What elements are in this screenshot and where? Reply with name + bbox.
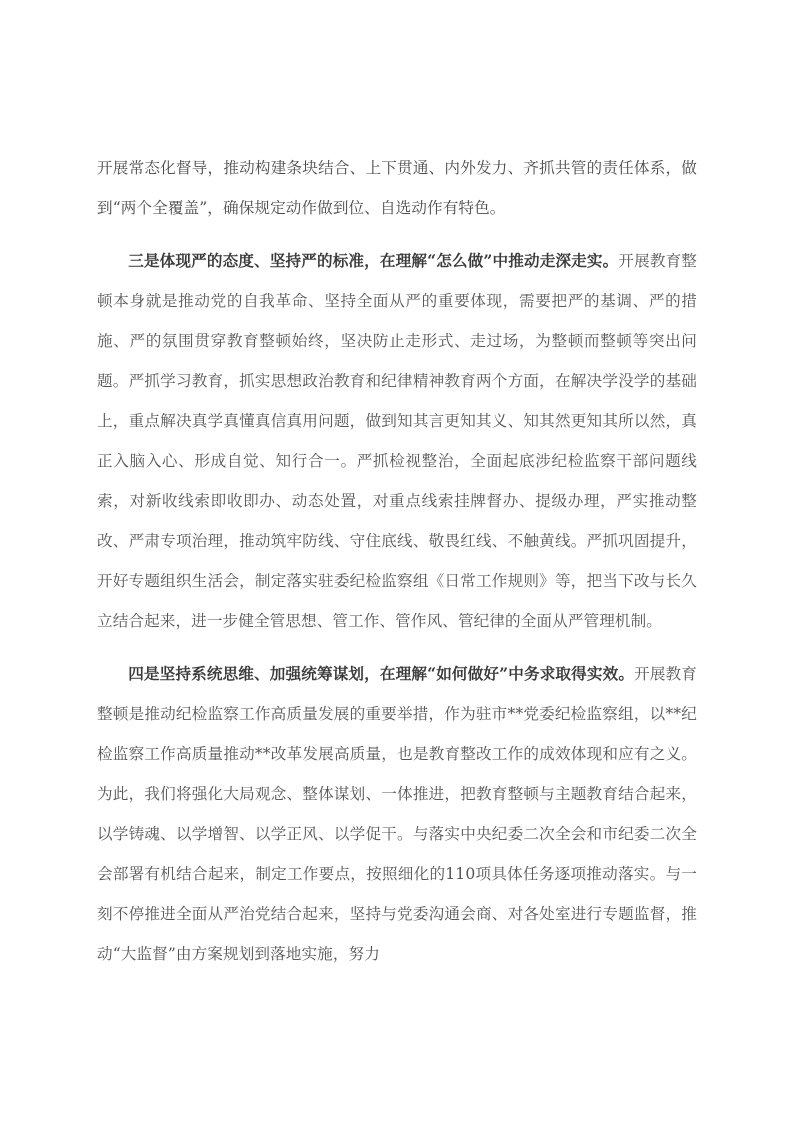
paragraph-text: 开展常态化督导，推动构建条块结合、上下贯通、内外发力、齐抓共管的责任体系，做到“两个全覆盖”，确保规定动作做到位、自选动作有特色。 [97,159,697,217]
paragraph-point-three [97,241,697,641]
paragraph-point-four [97,654,697,974]
document-text-body [97,148,697,974]
paragraph-continuation [97,148,697,228]
paragraph-lead-heading: 四是坚持系统思维、加强统筹谋划，在理解“如何做好”中务求取得实效。 [128,664,635,683]
paragraph-text: 开展教育整顿本身就是推动党的自我革命、坚持全面从严的重要体现，需要把严的基调、严的措施、严的氛围贯穿教育整顿始终，坚决防止走形式、走过场，为整顿而整顿等突出问题。严抓学习教育，抓实思想政治教育和纪律精神教育两个方面，在解决学没学的基础上，重点解决真学真懂真信真用问题，做到知其言更知其义、知其然更知其所以然，真正入脑入心、形成自觉、知行合一。严抓检视整治，全面起底涉纪检监察干部问题线索，对新收线索即收即办、动态处置，对重点线索挂牌督办、提级办理，严实推动整改、严肃专项治理，推动筑牢防线、守住底线、敬畏红线、不触黄线。严抓巩固提升，开好专题组织生活会，制定落实驻委纪检监察组《日常工作规则》等，把当下改与长久立结合起来，进一步健全管思想、管工作、管作风、管纪律的全面从严管理机制。 [97,252,697,630]
paragraph-text: 开展教育整顿是推动纪检监察工作高质量发展的重要举措，作为驻市**党委纪检监察组，以**纪检监察工作高质量推动**改革发展高质量，也是教育整改工作的成效体现和应有之义。为此，我们将强化大局观念、整体谋划、一体推进，把教育整顿与主题教育结合起来，以学铸魂、以学增智、以学正风、以学促干。与落实中央纪委二次全会和市纪委二次全会部署有机结合起来，制定工作要点，按照细化的110项具体任务逐项推动落实。与一刻不停推进全面从严治党结合起来，坚持与党委沟通会商、对各处室进行专题监督，推动“大监督”由方案规划到落地实施，努力 [97,665,697,963]
paragraph-lead-heading: 三是体现严的态度、坚持严的标准，在理解“怎么做”中推动走深走实。 [128,251,619,270]
